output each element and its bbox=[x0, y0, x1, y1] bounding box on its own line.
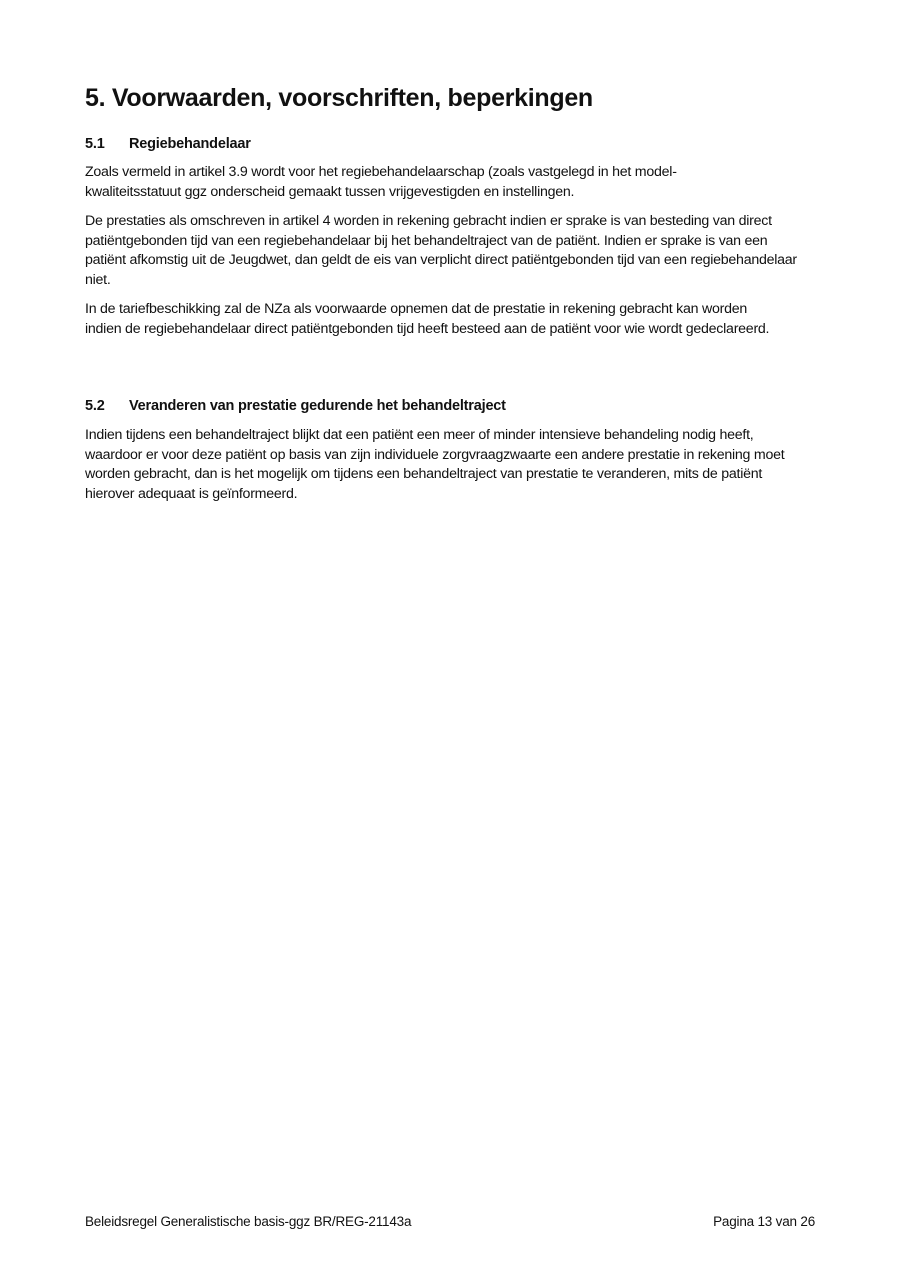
section-heading-5-1 bbox=[85, 136, 251, 152]
section-title: Veranderen van prestatie gedurende het behandeltraject bbox=[129, 398, 506, 414]
footer-document-reference: Beleidsregel Generalistische basis-ggz BR/REG-21143a bbox=[85, 1214, 412, 1229]
paragraph: Indien tijdens een behandeltraject blijkt dat een patiënt een meer of minder intensieve behandeling nodig heeft, waardoor er voor deze patiënt op basis van zijn individuele zorgvraagzwaarte een andere prestatie in rekening moet worden gebracht, dan is het mogelijk om tijdens een behandeltraject van prestatie te veranderen, mits de patiënt hierover adequaat is geïnformeerd. bbox=[85, 427, 785, 502]
section-heading-5-2 bbox=[85, 398, 506, 414]
footer-page-number: Pagina 13 van 26 bbox=[713, 1214, 815, 1229]
paragraph: Zoals vermeld in artikel 3.9 wordt voor het regiebehandelaarschap (zoals vastgelegd in het model-kwaliteitsstatuut ggz onderscheid gemaakt tussen vrijgevestigden en instellingen. bbox=[85, 164, 677, 200]
section-number: 5.1 bbox=[85, 136, 105, 152]
paragraph: In de tariefbeschikking zal de NZa als voorwaarde opnemen dat de prestatie in rekening gebracht kan worden indien de regiebehandelaar direct patiëntgebonden tijd heeft besteed aan de patiënt voor wie wordt gedeclareerd. bbox=[85, 301, 770, 337]
section-title: Regiebehandelaar bbox=[129, 136, 251, 152]
page-title: 5. Voorwaarden, voorschriften, beperkingen bbox=[85, 84, 593, 112]
paragraph: De prestaties als omschreven in artikel 4 worden in rekening gebracht indien er sprake is van besteding van direct patiëntgebonden tijd van een regiebehandelaar bij het behandeltraject van de patiënt. Indien er sprake is van een patiënt afkomstig uit de Jeugdwet, dan geldt de eis van verplicht direct patiëntgebonden tijd van een regiebehandelaar niet. bbox=[85, 213, 797, 288]
section-number: 5.2 bbox=[85, 398, 105, 414]
